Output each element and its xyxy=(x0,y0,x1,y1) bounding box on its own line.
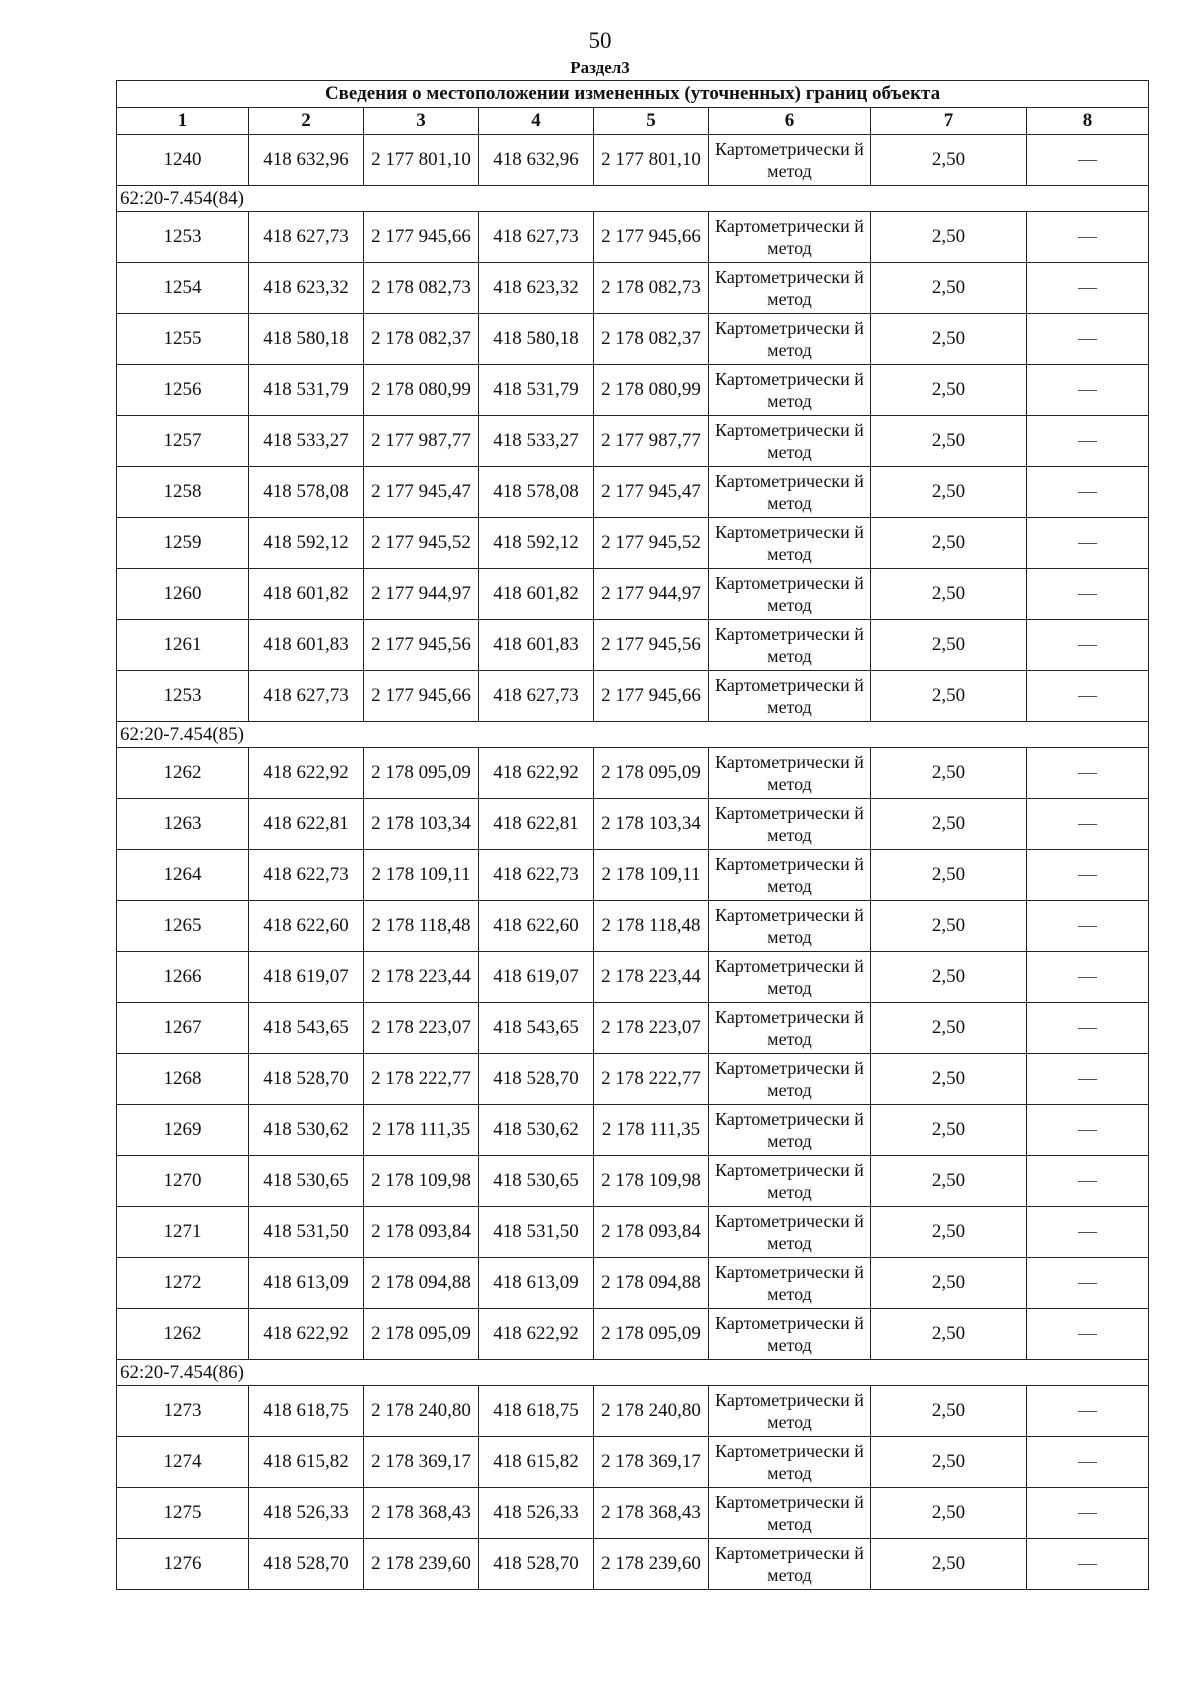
x-existing-cell: 418 627,73 xyxy=(249,212,364,263)
x-new-cell: 418 530,65 xyxy=(479,1156,594,1207)
table-row xyxy=(117,1105,1149,1156)
y-existing-cell: 2 178 095,09 xyxy=(364,748,479,799)
x-new-cell: 418 543,65 xyxy=(479,1003,594,1054)
x-existing-cell: 418 618,75 xyxy=(249,1386,364,1437)
method-cell: Картометрически й метод xyxy=(709,518,871,569)
precision-cell: 2,50 xyxy=(871,569,1027,620)
x-existing-cell: 418 580,18 xyxy=(249,314,364,365)
x-new-cell: 418 622,92 xyxy=(479,748,594,799)
method-cell: Картометрически й метод xyxy=(709,1054,871,1105)
column-header: 4 xyxy=(479,108,594,135)
y-existing-cell: 2 178 093,84 xyxy=(364,1207,479,1258)
parcel-group-label: 62:20-7.454(84) xyxy=(117,186,1149,212)
method-cell: Картометрически й метод xyxy=(709,1309,871,1360)
x-existing-cell: 418 622,60 xyxy=(249,901,364,952)
point-number-cell: 1276 xyxy=(117,1539,249,1590)
table-row xyxy=(117,416,1149,467)
description-cell: — xyxy=(1027,901,1149,952)
x-existing-cell: 418 601,82 xyxy=(249,569,364,620)
y-existing-cell: 2 178 223,44 xyxy=(364,952,479,1003)
table-row xyxy=(117,799,1149,850)
x-new-cell: 418 531,79 xyxy=(479,365,594,416)
column-header: 6 xyxy=(709,108,871,135)
method-cell: Картометрически й метод xyxy=(709,1258,871,1309)
method-cell: Картометрически й метод xyxy=(709,1105,871,1156)
y-existing-cell: 2 178 240,80 xyxy=(364,1386,479,1437)
method-cell: Картометрически й метод xyxy=(709,416,871,467)
y-existing-cell: 2 177 945,52 xyxy=(364,518,479,569)
x-existing-cell: 418 632,96 xyxy=(249,135,364,186)
y-existing-cell: 2 178 369,17 xyxy=(364,1437,479,1488)
point-number-cell: 1274 xyxy=(117,1437,249,1488)
point-number-cell: 1257 xyxy=(117,416,249,467)
description-cell: — xyxy=(1027,1437,1149,1488)
method-cell: Картометрически й метод xyxy=(709,1156,871,1207)
method-cell: Картометрически й метод xyxy=(709,799,871,850)
table-row xyxy=(117,1207,1149,1258)
description-cell: — xyxy=(1027,748,1149,799)
y-new-cell: 2 178 368,43 xyxy=(594,1488,709,1539)
precision-cell: 2,50 xyxy=(871,365,1027,416)
x-existing-cell: 418 627,73 xyxy=(249,671,364,722)
column-header-row xyxy=(117,108,1149,135)
x-existing-cell: 418 622,92 xyxy=(249,1309,364,1360)
method-cell: Картометрически й метод xyxy=(709,467,871,518)
table-row xyxy=(117,748,1149,799)
point-number-cell: 1260 xyxy=(117,569,249,620)
y-existing-cell: 2 178 118,48 xyxy=(364,901,479,952)
point-number-cell: 1275 xyxy=(117,1488,249,1539)
y-existing-cell: 2 178 368,43 xyxy=(364,1488,479,1539)
precision-cell: 2,50 xyxy=(871,748,1027,799)
point-number-cell: 1265 xyxy=(117,901,249,952)
table-row xyxy=(117,467,1149,518)
precision-cell: 2,50 xyxy=(871,1386,1027,1437)
x-new-cell: 418 578,08 xyxy=(479,467,594,518)
point-number-cell: 1273 xyxy=(117,1386,249,1437)
x-existing-cell: 418 530,62 xyxy=(249,1105,364,1156)
method-cell: Картометрически й метод xyxy=(709,314,871,365)
y-existing-cell: 2 178 109,11 xyxy=(364,850,479,901)
table-row xyxy=(117,850,1149,901)
description-cell: — xyxy=(1027,212,1149,263)
x-existing-cell: 418 622,81 xyxy=(249,799,364,850)
precision-cell: 2,50 xyxy=(871,1258,1027,1309)
table-row xyxy=(117,1309,1149,1360)
precision-cell: 2,50 xyxy=(871,952,1027,1003)
method-cell: Картометрически й метод xyxy=(709,135,871,186)
table-row xyxy=(117,1437,1149,1488)
table-row xyxy=(117,365,1149,416)
x-existing-cell: 418 613,09 xyxy=(249,1258,364,1309)
precision-cell: 2,50 xyxy=(871,671,1027,722)
x-new-cell: 418 622,73 xyxy=(479,850,594,901)
point-number-cell: 1262 xyxy=(117,748,249,799)
y-existing-cell: 2 178 239,60 xyxy=(364,1539,479,1590)
x-existing-cell: 418 533,27 xyxy=(249,416,364,467)
description-cell: — xyxy=(1027,416,1149,467)
x-new-cell: 418 632,96 xyxy=(479,135,594,186)
method-cell: Картометрически й метод xyxy=(709,1539,871,1590)
table-row xyxy=(117,620,1149,671)
y-existing-cell: 2 178 082,37 xyxy=(364,314,479,365)
method-cell: Картометрически й метод xyxy=(709,365,871,416)
x-new-cell: 418 531,50 xyxy=(479,1207,594,1258)
table-row xyxy=(117,1054,1149,1105)
x-new-cell: 418 623,32 xyxy=(479,263,594,314)
description-cell: — xyxy=(1027,1309,1149,1360)
x-existing-cell: 418 601,83 xyxy=(249,620,364,671)
y-new-cell: 2 177 945,66 xyxy=(594,671,709,722)
y-new-cell: 2 178 093,84 xyxy=(594,1207,709,1258)
x-new-cell: 418 613,09 xyxy=(479,1258,594,1309)
method-cell: Картометрически й метод xyxy=(709,212,871,263)
y-existing-cell: 2 177 801,10 xyxy=(364,135,479,186)
y-existing-cell: 2 178 095,09 xyxy=(364,1309,479,1360)
y-new-cell: 2 178 109,11 xyxy=(594,850,709,901)
method-cell: Картометрически й метод xyxy=(709,1003,871,1054)
description-cell: — xyxy=(1027,1488,1149,1539)
y-new-cell: 2 178 080,99 xyxy=(594,365,709,416)
description-cell: — xyxy=(1027,365,1149,416)
x-existing-cell: 418 622,73 xyxy=(249,850,364,901)
description-cell: — xyxy=(1027,518,1149,569)
table-row xyxy=(117,263,1149,314)
point-number-cell: 1266 xyxy=(117,952,249,1003)
y-existing-cell: 2 178 109,98 xyxy=(364,1156,479,1207)
point-number-cell: 1263 xyxy=(117,799,249,850)
y-new-cell: 2 178 240,80 xyxy=(594,1386,709,1437)
y-new-cell: 2 178 109,98 xyxy=(594,1156,709,1207)
y-existing-cell: 2 178 080,99 xyxy=(364,365,479,416)
table-row xyxy=(117,1258,1149,1309)
precision-cell: 2,50 xyxy=(871,467,1027,518)
table-row xyxy=(117,314,1149,365)
y-new-cell: 2 178 111,35 xyxy=(594,1105,709,1156)
point-number-cell: 1254 xyxy=(117,263,249,314)
x-existing-cell: 418 531,50 xyxy=(249,1207,364,1258)
point-number-cell: 1259 xyxy=(117,518,249,569)
description-cell: — xyxy=(1027,1003,1149,1054)
precision-cell: 2,50 xyxy=(871,1437,1027,1488)
point-number-cell: 1267 xyxy=(117,1003,249,1054)
y-new-cell: 2 178 222,77 xyxy=(594,1054,709,1105)
y-new-cell: 2 177 945,47 xyxy=(594,467,709,518)
x-existing-cell: 418 530,65 xyxy=(249,1156,364,1207)
y-new-cell: 2 178 095,09 xyxy=(594,748,709,799)
table-row xyxy=(117,671,1149,722)
parcel-group-row xyxy=(117,722,1149,748)
x-existing-cell: 418 578,08 xyxy=(249,467,364,518)
x-new-cell: 418 530,62 xyxy=(479,1105,594,1156)
method-cell: Картометрически й метод xyxy=(709,671,871,722)
x-existing-cell: 418 592,12 xyxy=(249,518,364,569)
y-existing-cell: 2 178 222,77 xyxy=(364,1054,479,1105)
point-number-cell: 1240 xyxy=(117,135,249,186)
parcel-group-label: 62:20-7.454(86) xyxy=(117,1360,1149,1386)
description-cell: — xyxy=(1027,1539,1149,1590)
precision-cell: 2,50 xyxy=(871,1207,1027,1258)
column-header: 5 xyxy=(594,108,709,135)
description-cell: — xyxy=(1027,314,1149,365)
table-caption: Сведения о местоположении измененных (уточненных) границ объекта xyxy=(117,81,1149,108)
x-new-cell: 418 627,73 xyxy=(479,212,594,263)
precision-cell: 2,50 xyxy=(871,1003,1027,1054)
point-number-cell: 1255 xyxy=(117,314,249,365)
y-existing-cell: 2 178 223,07 xyxy=(364,1003,479,1054)
description-cell: — xyxy=(1027,952,1149,1003)
precision-cell: 2,50 xyxy=(871,901,1027,952)
point-number-cell: 1253 xyxy=(117,671,249,722)
description-cell: — xyxy=(1027,135,1149,186)
y-existing-cell: 2 177 945,66 xyxy=(364,212,479,263)
y-new-cell: 2 178 223,44 xyxy=(594,952,709,1003)
point-number-cell: 1269 xyxy=(117,1105,249,1156)
point-number-cell: 1261 xyxy=(117,620,249,671)
precision-cell: 2,50 xyxy=(871,1309,1027,1360)
y-existing-cell: 2 177 944,97 xyxy=(364,569,479,620)
description-cell: — xyxy=(1027,1156,1149,1207)
y-new-cell: 2 177 945,52 xyxy=(594,518,709,569)
y-existing-cell: 2 177 945,47 xyxy=(364,467,479,518)
y-new-cell: 2 178 369,17 xyxy=(594,1437,709,1488)
method-cell: Картометрически й метод xyxy=(709,748,871,799)
table-row xyxy=(117,135,1149,186)
table-row xyxy=(117,1156,1149,1207)
x-new-cell: 418 592,12 xyxy=(479,518,594,569)
y-new-cell: 2 178 239,60 xyxy=(594,1539,709,1590)
precision-cell: 2,50 xyxy=(871,1156,1027,1207)
x-existing-cell: 418 619,07 xyxy=(249,952,364,1003)
x-new-cell: 418 533,27 xyxy=(479,416,594,467)
x-existing-cell: 418 528,70 xyxy=(249,1539,364,1590)
precision-cell: 2,50 xyxy=(871,850,1027,901)
description-cell: — xyxy=(1027,1386,1149,1437)
y-existing-cell: 2 177 945,66 xyxy=(364,671,479,722)
method-cell: Картометрически й метод xyxy=(709,569,871,620)
table-row xyxy=(117,1539,1149,1590)
y-existing-cell: 2 177 987,77 xyxy=(364,416,479,467)
x-existing-cell: 418 623,32 xyxy=(249,263,364,314)
column-header: 1 xyxy=(117,108,249,135)
table-row xyxy=(117,901,1149,952)
y-new-cell: 2 178 082,37 xyxy=(594,314,709,365)
precision-cell: 2,50 xyxy=(871,1488,1027,1539)
y-existing-cell: 2 177 945,56 xyxy=(364,620,479,671)
y-new-cell: 2 178 095,09 xyxy=(594,1309,709,1360)
precision-cell: 2,50 xyxy=(871,518,1027,569)
caption-row xyxy=(117,81,1149,108)
precision-cell: 2,50 xyxy=(871,620,1027,671)
x-new-cell: 418 528,70 xyxy=(479,1539,594,1590)
y-existing-cell: 2 178 111,35 xyxy=(364,1105,479,1156)
point-number-cell: 1272 xyxy=(117,1258,249,1309)
precision-cell: 2,50 xyxy=(871,799,1027,850)
precision-cell: 2,50 xyxy=(871,135,1027,186)
description-cell: — xyxy=(1027,799,1149,850)
y-existing-cell: 2 178 094,88 xyxy=(364,1258,479,1309)
x-existing-cell: 418 531,79 xyxy=(249,365,364,416)
parcel-group-row xyxy=(117,1360,1149,1386)
method-cell: Картометрически й метод xyxy=(709,901,871,952)
method-cell: Картометрически й метод xyxy=(709,620,871,671)
description-cell: — xyxy=(1027,850,1149,901)
precision-cell: 2,50 xyxy=(871,263,1027,314)
x-new-cell: 418 627,73 xyxy=(479,671,594,722)
method-cell: Картометрически й метод xyxy=(709,1437,871,1488)
y-new-cell: 2 177 801,10 xyxy=(594,135,709,186)
x-new-cell: 418 622,92 xyxy=(479,1309,594,1360)
x-existing-cell: 418 615,82 xyxy=(249,1437,364,1488)
point-number-cell: 1271 xyxy=(117,1207,249,1258)
x-new-cell: 418 528,70 xyxy=(479,1054,594,1105)
method-cell: Картометрически й метод xyxy=(709,850,871,901)
description-cell: — xyxy=(1027,620,1149,671)
y-existing-cell: 2 178 103,34 xyxy=(364,799,479,850)
x-new-cell: 418 526,33 xyxy=(479,1488,594,1539)
point-number-cell: 1256 xyxy=(117,365,249,416)
x-new-cell: 418 622,81 xyxy=(479,799,594,850)
y-new-cell: 2 178 094,88 xyxy=(594,1258,709,1309)
y-new-cell: 2 178 103,34 xyxy=(594,799,709,850)
y-existing-cell: 2 178 082,73 xyxy=(364,263,479,314)
point-number-cell: 1253 xyxy=(117,212,249,263)
parcel-group-label: 62:20-7.454(85) xyxy=(117,722,1149,748)
precision-cell: 2,50 xyxy=(871,1539,1027,1590)
precision-cell: 2,50 xyxy=(871,1105,1027,1156)
y-new-cell: 2 177 944,97 xyxy=(594,569,709,620)
table-row xyxy=(117,1003,1149,1054)
description-cell: — xyxy=(1027,467,1149,518)
method-cell: Картометрически й метод xyxy=(709,1386,871,1437)
column-header: 7 xyxy=(871,108,1027,135)
y-new-cell: 2 178 082,73 xyxy=(594,263,709,314)
column-header: 2 xyxy=(249,108,364,135)
description-cell: — xyxy=(1027,263,1149,314)
y-new-cell: 2 177 945,56 xyxy=(594,620,709,671)
x-new-cell: 418 615,82 xyxy=(479,1437,594,1488)
table-row xyxy=(117,952,1149,1003)
table-body xyxy=(117,135,1149,1590)
page-number: 50 xyxy=(588,28,612,53)
table-row xyxy=(117,518,1149,569)
method-cell: Картометрически й метод xyxy=(709,952,871,1003)
x-existing-cell: 418 543,65 xyxy=(249,1003,364,1054)
method-cell: Картометрически й метод xyxy=(709,263,871,314)
table-row xyxy=(117,1386,1149,1437)
point-number-cell: 1258 xyxy=(117,467,249,518)
precision-cell: 2,50 xyxy=(871,416,1027,467)
description-cell: — xyxy=(1027,569,1149,620)
y-new-cell: 2 177 945,66 xyxy=(594,212,709,263)
description-cell: — xyxy=(1027,671,1149,722)
method-cell: Картометрически й метод xyxy=(709,1207,871,1258)
y-new-cell: 2 178 118,48 xyxy=(594,901,709,952)
table-row xyxy=(117,1488,1149,1539)
method-cell: Картометрически й метод xyxy=(709,1488,871,1539)
table-row xyxy=(117,569,1149,620)
column-header: 8 xyxy=(1027,108,1149,135)
point-number-cell: 1262 xyxy=(117,1309,249,1360)
description-cell: — xyxy=(1027,1105,1149,1156)
parcel-group-row xyxy=(117,186,1149,212)
precision-cell: 2,50 xyxy=(871,212,1027,263)
column-header: 3 xyxy=(364,108,479,135)
section-title: Раздел3 xyxy=(570,58,630,77)
x-new-cell: 418 618,75 xyxy=(479,1386,594,1437)
y-new-cell: 2 178 223,07 xyxy=(594,1003,709,1054)
point-number-cell: 1270 xyxy=(117,1156,249,1207)
x-existing-cell: 418 622,92 xyxy=(249,748,364,799)
x-new-cell: 418 619,07 xyxy=(479,952,594,1003)
x-new-cell: 418 622,60 xyxy=(479,901,594,952)
point-number-cell: 1268 xyxy=(117,1054,249,1105)
description-cell: — xyxy=(1027,1258,1149,1309)
point-number-cell: 1264 xyxy=(117,850,249,901)
precision-cell: 2,50 xyxy=(871,1054,1027,1105)
x-new-cell: 418 580,18 xyxy=(479,314,594,365)
x-existing-cell: 418 528,70 xyxy=(249,1054,364,1105)
y-new-cell: 2 177 987,77 xyxy=(594,416,709,467)
x-new-cell: 418 601,83 xyxy=(479,620,594,671)
x-new-cell: 418 601,82 xyxy=(479,569,594,620)
precision-cell: 2,50 xyxy=(871,314,1027,365)
description-cell: — xyxy=(1027,1054,1149,1105)
table-row xyxy=(117,212,1149,263)
description-cell: — xyxy=(1027,1207,1149,1258)
boundary-coordinates-table xyxy=(116,80,1149,1590)
x-existing-cell: 418 526,33 xyxy=(249,1488,364,1539)
